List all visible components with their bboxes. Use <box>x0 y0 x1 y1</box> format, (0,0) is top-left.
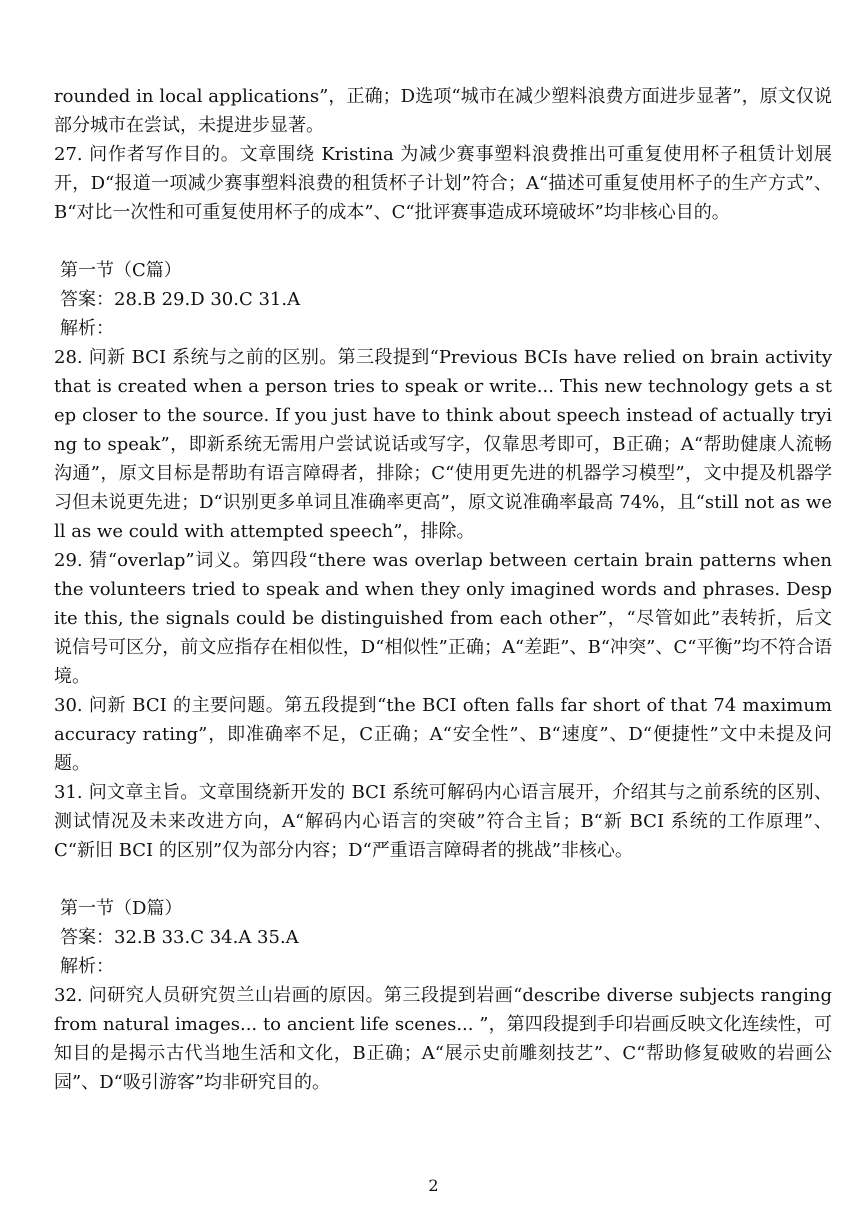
section-c-heading: 第一节（C篇） <box>60 260 182 281</box>
section-c-analysis-label: 解析： <box>60 318 114 339</box>
paragraph-continuation: rounded in local applications”，正确；D选项“城市在减少塑料浪费方面进步显著”，原文仅说部分城市在尝试，未提进步显著。 <box>54 86 832 136</box>
page-content <box>54 82 832 1097</box>
section-d-analysis-label: 解析： <box>60 956 114 977</box>
section-spacer <box>54 227 832 256</box>
paragraph-q30: 30. 问新 BCI 的主要问题。第五段提到“the BCI often falls far short of that 74 maximum accuracy rating”，即准确率不足，C正确；A“安全性”、B“速度”、D“便捷性”文中未提及问题。 <box>54 695 833 774</box>
paragraph-q31: 31. 问文章主旨。文章围绕新开发的 BCI 系统可解码内心语言展开，介绍其与之前系统的区别、测试情况及未来改进方向，A“解码内心语言的突破”符合主旨；B“新 BCI 系统的工作原理”、C“新旧 BCI 的区别”仅为部分内容；D“严重语言障碍者的挑战”非核心。 <box>54 782 832 861</box>
paragraph-q27: 27. 问作者写作目的。文章围绕 Kristina 为减少赛事塑料浪费推出可重复使用杯子租赁计划展开，D“报道一项减少赛事塑料浪费的租赁杯子计划”符合；A“描述可重复使用杯子的生产方式”、B“对比一次性和可重复使用杯子的成本”、C“批评赛事造成环境破坏”均非核心目的。 <box>54 144 832 223</box>
page-number: 2 <box>428 1176 439 1195</box>
paragraph-q32: 32. 问研究人员研究贺兰山岩画的原因。第三段提到岩画“describe diverse subjects ranging from natural images... to ancient life scenes... ”，第四段提到手印岩画反映文化连续性，可知目的是揭示古代当地生活和文化，B正确；A“展示史前雕刻技艺”、C“帮助修复破败的岩画公园”、D“吸引游客”均非研究目的。 <box>54 985 832 1093</box>
paragraph-q28: 28. 问新 BCI 系统与之前的区别。第三段提到“Previous BCIs have relied on brain activity that is created when a person tries to speak or write... This new technology gets a step closer to the source. If you just have to think about speech instead of actually trying to speak”，即新系统无需用户尝试说话或写字，仅靠思考即可，B正确；A“帮助健康人流畅沟通”，原文目标是帮助有语言障碍者，排除；C“使用更先进的机器学习模型”，文中提及机器学习但未说更先进；D“识别更多单词且准确率更高”，原文说准确率最高 74%，且“still not as well as we could with attempted speech”，排除。 <box>54 347 832 542</box>
paragraph-q29: 29. 猜“overlap”词义。第四段“there was overlap between certain brain patterns when the volunteers tried to speak and when they only imagined words and phrases. Despite this, the signals could be distinguished from each other”，“尽管如此”表转折，后文说信号可区分，前文应指存在相似性，D“相似性”正确；A“差距”、B“冲突”、C“平衡”均不符合语境。 <box>54 550 832 687</box>
section-c-answer: 答案：28.B 29.D 30.C 31.A <box>60 289 301 310</box>
section-d-heading: 第一节（D篇） <box>60 898 183 919</box>
section-spacer <box>54 865 832 894</box>
section-d-answer: 答案：32.B 33.C 34.A 35.A <box>60 927 299 948</box>
